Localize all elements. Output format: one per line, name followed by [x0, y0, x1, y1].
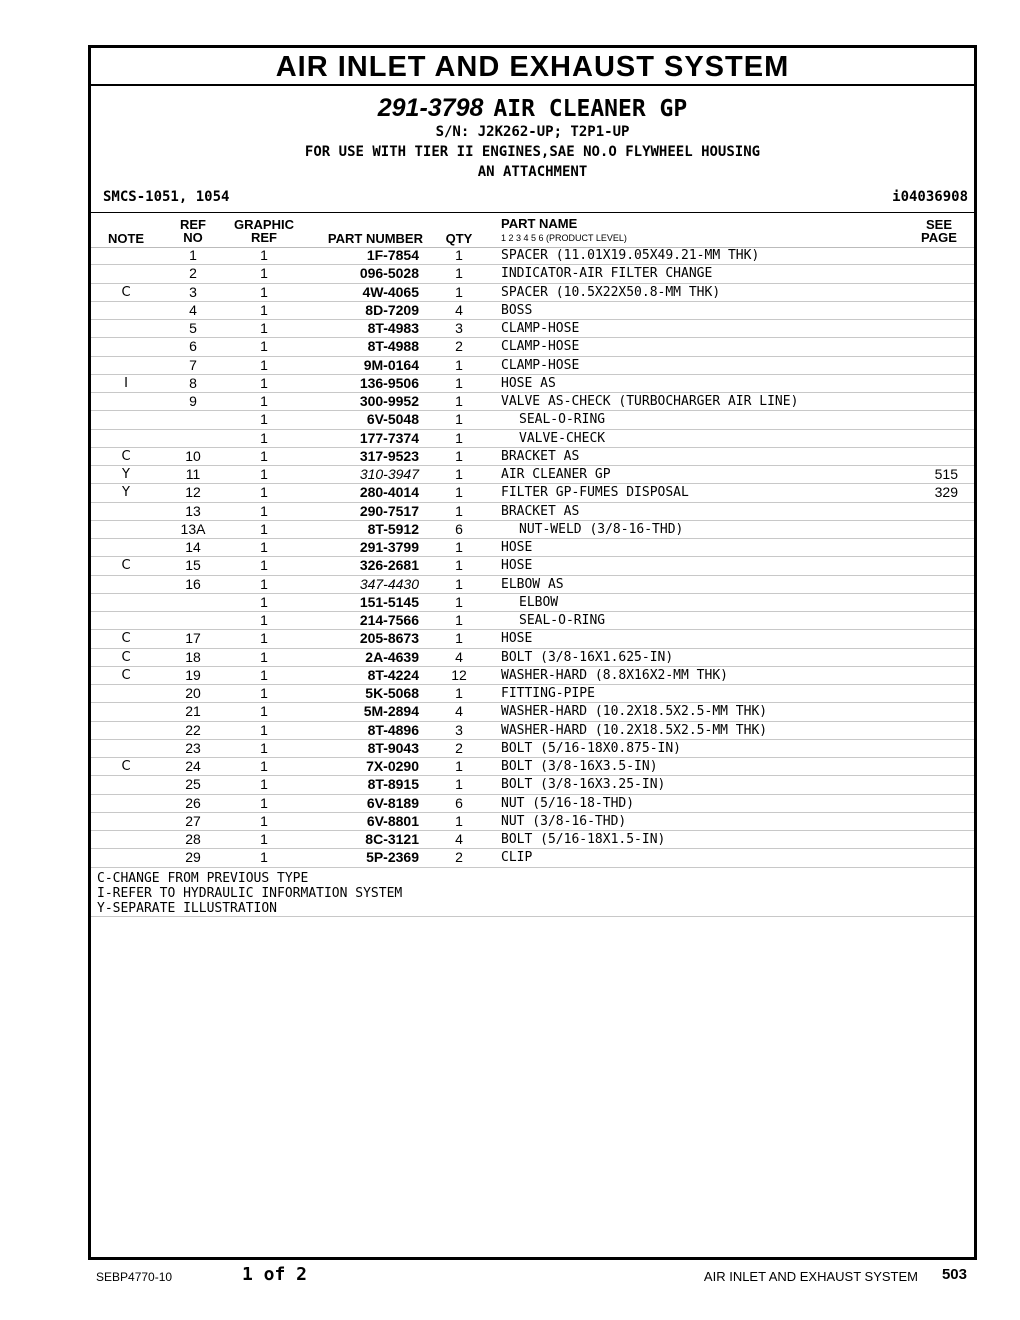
ref-no-cell: 11: [185, 466, 201, 482]
graphic-ref-cell: 1: [260, 575, 268, 592]
qty-cell: 1: [455, 758, 463, 774]
ref-no-cell: 27: [185, 812, 201, 829]
part-name-cell: FILTER GP-FUMES DISPOSAL: [501, 485, 689, 501]
part-name-cell: SPACER (10.5X22X50.8-MM THK): [501, 284, 721, 300]
table-row: [91, 831, 974, 849]
table-row: [91, 430, 974, 448]
graphic-ref-cell: 1: [260, 685, 268, 701]
table-row: [91, 302, 974, 320]
part-number-cell[interactable]: 2A-4639: [365, 648, 419, 665]
qty-cell: 4: [455, 703, 463, 720]
qty-cell: 6: [455, 794, 463, 811]
graphic-ref-cell: 1: [260, 338, 268, 355]
note-cell: C: [121, 667, 131, 683]
qty-cell: 1: [455, 593, 463, 610]
graphic-ref-cell: 1: [260, 466, 268, 482]
note-cell: C: [121, 558, 131, 574]
graphic-ref-cell: 1: [260, 831, 268, 847]
part-name-cell: BOLT (3/8-16X3.5-IN): [501, 759, 658, 774]
part-name-cell: WASHER-HARD (8.8X16X2-MM THK): [501, 667, 728, 683]
part-number-cell[interactable]: 8T-4988: [367, 338, 419, 355]
table-row: [91, 411, 974, 429]
ref-no-cell: 29: [185, 849, 201, 866]
part-number-cell[interactable]: 8T-4896: [367, 721, 419, 738]
see-page-cell[interactable]: 515: [934, 466, 958, 482]
graphic-ref-cell: 1: [260, 721, 268, 738]
note-cell: C: [121, 649, 131, 665]
part-number-cell[interactable]: 317-9523: [359, 447, 419, 464]
part-name-cell: ELBOW AS: [501, 576, 564, 592]
part-name-cell: HOSE: [501, 540, 533, 555]
ref-no-cell: 3: [189, 283, 197, 300]
note-cell: Y: [122, 467, 130, 482]
part-number-cell[interactable]: 5K-5068: [365, 685, 419, 701]
graphic-ref-cell: 1: [260, 739, 268, 756]
part-number-cell[interactable]: 8D-7209: [365, 301, 419, 318]
part-number-cell[interactable]: 290-7517: [359, 502, 419, 519]
table-row: [91, 722, 974, 740]
ref-no-cell: 1: [189, 247, 197, 263]
part-number-cell[interactable]: 347-4430: [359, 575, 419, 592]
group-name: AIR CLEANER GP: [493, 96, 688, 122]
part-number-cell[interactable]: 136-9506: [359, 374, 419, 391]
notes-legend: [97, 871, 402, 916]
graphic-ref-cell: 1: [260, 703, 268, 720]
part-name-cell: NUT-WELD (3/8-16-THD): [519, 521, 684, 537]
graphic-ref-cell: 1: [260, 593, 268, 610]
part-number-cell[interactable]: 8T-4983: [367, 320, 419, 336]
qty-cell: 1: [455, 557, 463, 574]
part-name-cell: WASHER-HARD (10.2X18.5X2.5-MM THK): [501, 704, 768, 720]
table-row: [91, 667, 974, 685]
graphic-ref-cell: 1: [260, 374, 268, 391]
graphic-ref-cell: 1: [260, 630, 268, 647]
table-row: [91, 703, 974, 721]
ref-no-cell: 14: [185, 539, 201, 555]
graphic-ref-cell: 1: [260, 539, 268, 555]
part-number-cell[interactable]: 7X-0290: [366, 758, 419, 774]
usage-line-1: FOR USE WITH TIER II ENGINES,SAE NO.O FLYWHEEL HOUSING: [304, 144, 761, 160]
part-name-cell: VALVE-CHECK: [519, 430, 606, 446]
notes-divider: [91, 916, 974, 917]
ref-no-cell: 8: [189, 374, 197, 391]
part-number-cell[interactable]: 8T-4224: [367, 666, 419, 683]
part-name-cell: BOLT (5/16-18X0.875-IN): [501, 740, 682, 756]
qty-cell: 1: [455, 374, 463, 391]
table-row: [91, 594, 974, 612]
col-graphic-ref: [226, 218, 302, 244]
ref-no-cell: 15: [185, 557, 201, 574]
qty-cell: 1: [455, 630, 463, 647]
ref-no-cell: 16: [185, 575, 201, 592]
col-graphic-bottom: REF: [251, 230, 277, 245]
table-row: [91, 685, 974, 703]
table-row: [91, 375, 974, 393]
note-cell: C: [121, 284, 131, 300]
part-name-cell: NUT (3/8-16-THD): [501, 813, 627, 829]
table-row: [91, 557, 974, 575]
col-note: NOTE: [107, 231, 145, 246]
qty-cell: 1: [455, 484, 463, 501]
part-name-cell: WASHER-HARD (10.2X18.5X2.5-MM THK): [501, 722, 768, 738]
part-number-cell[interactable]: 4W-4065: [362, 283, 419, 300]
col-ref-top: REF: [180, 217, 206, 232]
ref-no-cell: 9: [189, 393, 197, 409]
part-number-cell[interactable]: 9M-0164: [363, 356, 419, 373]
table-row: [91, 320, 974, 338]
col-qty: QTY: [445, 231, 473, 246]
note-cell: Y: [122, 485, 130, 501]
qty-cell: 1: [455, 539, 463, 555]
graphic-ref-cell: 1: [260, 849, 268, 866]
col-part-number: PART NUMBER: [327, 231, 423, 246]
table-row: [91, 776, 974, 794]
serial-numbers: S/N: J2K262-UP; T2P1-UP: [435, 124, 630, 140]
part-name-cell: BRACKET AS: [501, 448, 580, 464]
part-name-cell: NUT (5/16-18-THD): [501, 795, 635, 811]
part-number-cell[interactable]: 214-7566: [359, 612, 419, 628]
note-i: I-REFER TO HYDRAULIC INFORMATION SYSTEM: [97, 886, 403, 901]
col-part-name: PART NAME: [501, 216, 578, 231]
smcs-codes: SMCS-1051, 1054: [103, 189, 230, 205]
see-page-cell[interactable]: 329: [934, 484, 958, 501]
parts-table: [91, 247, 974, 868]
qty-cell: 1: [455, 356, 463, 373]
part-number-cell[interactable]: 8C-3121: [365, 831, 419, 847]
footer-page-of: 1 of 2: [242, 1264, 308, 1285]
note-cell: C: [121, 631, 131, 647]
qty-cell: 12: [451, 666, 467, 683]
table-row: [91, 649, 974, 667]
part-name-cell: BOLT (3/8-16X1.625-IN): [501, 649, 674, 665]
table-row: [91, 265, 974, 283]
qty-cell: 1: [455, 247, 463, 263]
part-name-cell: HOSE AS: [501, 375, 556, 391]
part-number-cell[interactable]: 326-2681: [359, 557, 419, 574]
table-row: [91, 849, 974, 867]
qty-cell: 1: [455, 466, 463, 482]
part-name-cell: INDICATOR-AIR FILTER CHANGE: [501, 266, 713, 282]
qty-cell: 4: [455, 301, 463, 318]
graphic-ref-cell: 1: [260, 429, 268, 446]
qty-cell: 3: [455, 320, 463, 336]
qty-cell: 2: [455, 739, 463, 756]
table-row: [91, 813, 974, 831]
table-row: [91, 284, 974, 302]
ref-no-cell: 13: [185, 502, 201, 519]
graphic-ref-cell: 1: [260, 520, 268, 537]
ref-no-cell: 28: [185, 831, 201, 847]
col-see-page: [911, 218, 967, 244]
table-row: [91, 576, 974, 594]
ref-no-cell: 26: [185, 794, 201, 811]
ref-no-cell: 24: [185, 758, 201, 774]
part-name-cell: HOSE: [501, 558, 533, 574]
qty-cell: 1: [455, 429, 463, 446]
graphic-ref-cell: 1: [260, 794, 268, 811]
graphic-ref-cell: 1: [260, 502, 268, 519]
footer-system-name: AIR INLET AND EXHAUST SYSTEM: [703, 1269, 918, 1284]
graphic-ref-cell: 1: [260, 265, 268, 282]
part-name-cell: ELBOW: [519, 594, 559, 610]
graphic-ref-cell: 1: [260, 393, 268, 409]
part-number-cell[interactable]: 300-9952: [359, 393, 419, 409]
part-number-cell[interactable]: 280-4014: [359, 484, 419, 501]
table-row: [91, 393, 974, 411]
part-number-cell[interactable]: 310-3947: [359, 466, 419, 482]
qty-cell: 2: [455, 849, 463, 866]
graphic-ref-cell: 1: [260, 776, 268, 793]
note-cell: C: [121, 759, 131, 774]
graphic-ref-cell: 1: [260, 356, 268, 373]
note-y: Y-SEPARATE ILLUSTRATION: [97, 901, 278, 916]
table-row: [91, 448, 974, 466]
part-name-cell: BOLT (3/8-16X3.25-IN): [501, 777, 666, 793]
part-name-cell: VALVE AS-CHECK (TURBOCHARGER AIR LINE): [501, 394, 799, 409]
part-number-cell[interactable]: 5M-2894: [363, 703, 419, 720]
qty-cell: 1: [455, 575, 463, 592]
ref-no-cell: 22: [185, 721, 201, 738]
table-row: [91, 612, 974, 630]
part-name-cell: SEAL-O-RING: [519, 613, 606, 628]
table-row: [91, 758, 974, 776]
graphic-ref-cell: 1: [260, 484, 268, 501]
parts-list-frame: [88, 45, 977, 1260]
illustration-id: i04036908: [892, 189, 968, 205]
ref-no-cell: 5: [189, 320, 197, 336]
note-cell: C: [121, 448, 131, 464]
ref-no-cell: 4: [189, 301, 197, 318]
graphic-ref-cell: 1: [260, 557, 268, 574]
ref-no-cell: 2: [189, 265, 197, 282]
ref-no-cell: 18: [185, 648, 201, 665]
part-name-cell: FITTING-PIPE: [501, 686, 595, 701]
part-number-cell[interactable]: 1F-7854: [366, 247, 419, 263]
ref-no-cell: 13A: [180, 520, 206, 537]
system-title: AIR INLET AND EXHAUST SYSTEM: [91, 48, 974, 86]
header-divider: [91, 212, 974, 213]
graphic-ref-cell: 1: [260, 758, 268, 774]
qty-cell: 1: [455, 265, 463, 282]
table-row: [91, 740, 974, 758]
graphic-ref-cell: 1: [260, 648, 268, 665]
part-number-cell[interactable]: 8T-9043: [367, 739, 419, 756]
qty-cell: 1: [455, 502, 463, 519]
table-row: [91, 466, 974, 484]
product-levels: 1 2 3 4 5 6 (PRODUCT LEVEL): [501, 233, 627, 243]
part-number-cell[interactable]: 205-8673: [359, 630, 419, 647]
ref-no-cell: 17: [185, 630, 201, 647]
qty-cell: 2: [455, 338, 463, 355]
qty-cell: 1: [455, 612, 463, 628]
ref-no-cell: 7: [189, 356, 197, 373]
footer-page-number: 503: [941, 1266, 967, 1283]
qty-cell: 1: [455, 685, 463, 701]
qty-cell: 1: [455, 411, 463, 428]
col-ref: [165, 218, 221, 244]
part-name-cell: AIR CLEANER GP: [501, 467, 611, 482]
ref-no-cell: 12: [185, 484, 201, 501]
graphic-ref-cell: 1: [260, 320, 268, 336]
part-number-cell[interactable]: 5P-2369: [366, 849, 419, 866]
part-name-cell: CLIP: [501, 850, 533, 866]
part-name-cell: BOLT (5/16-18X1.5-IN): [501, 832, 666, 847]
table-row: [91, 539, 974, 557]
col-graphic-top: GRAPHIC: [234, 217, 294, 232]
table-row: [91, 357, 974, 375]
col-ref-bottom: NO: [183, 230, 203, 245]
table-row: [91, 484, 974, 502]
part-name-cell: BRACKET AS: [501, 503, 580, 519]
part-name-cell: CLAMP-HOSE: [501, 357, 580, 373]
note-c: C-CHANGE FROM PREVIOUS TYPE: [97, 871, 309, 886]
part-number-cell[interactable]: 151-5145: [359, 593, 419, 610]
table-row: [91, 795, 974, 813]
graphic-ref-cell: 1: [260, 247, 268, 263]
ref-no-cell: 25: [185, 776, 201, 793]
qty-cell: 1: [455, 812, 463, 829]
graphic-ref-cell: 1: [260, 301, 268, 318]
part-number-cell[interactable]: 8T-5912: [367, 520, 419, 537]
table-row: [91, 338, 974, 356]
qty-cell: 3: [455, 721, 463, 738]
table-row: [91, 630, 974, 648]
graphic-ref-cell: 1: [260, 411, 268, 428]
qty-cell: 4: [455, 648, 463, 665]
part-number-cell[interactable]: 8T-8915: [367, 776, 419, 793]
col-see-bottom: PAGE: [921, 230, 957, 245]
part-number-cell[interactable]: 6V-5048: [366, 411, 419, 428]
qty-cell: 1: [455, 283, 463, 300]
usage-line-2: AN ATTACHMENT: [477, 164, 588, 180]
part-name-cell: CLAMP-HOSE: [501, 321, 580, 336]
qty-cell: 1: [455, 776, 463, 793]
ref-no-cell: 20: [185, 685, 201, 701]
part-name-cell: CLAMP-HOSE: [501, 339, 580, 355]
graphic-ref-cell: 1: [260, 666, 268, 683]
graphic-ref-cell: 1: [260, 447, 268, 464]
ref-no-cell: 10: [185, 447, 201, 464]
qty-cell: 1: [455, 393, 463, 409]
part-number-cell[interactable]: 6V-8801: [366, 812, 419, 829]
part-number-cell[interactable]: 177-7374: [359, 429, 419, 446]
part-name-cell: BOSS: [501, 302, 533, 318]
group-part-number[interactable]: 291-3798: [377, 94, 484, 122]
part-name-cell: HOSE: [501, 631, 533, 647]
part-name-cell: SEAL-O-RING: [519, 412, 606, 428]
note-cell: I: [124, 375, 128, 391]
qty-cell: 1: [455, 447, 463, 464]
ref-no-cell: 6: [189, 338, 197, 355]
graphic-ref-cell: 1: [260, 812, 268, 829]
ref-no-cell: 21: [185, 703, 201, 720]
col-see-top: SEE: [925, 217, 952, 232]
part-number-cell[interactable]: 291-3799: [359, 539, 419, 555]
table-row: [91, 247, 974, 265]
footer-doc-number: SEBP4770-10: [96, 1270, 173, 1284]
ref-no-cell: 19: [185, 666, 201, 683]
part-number-cell[interactable]: 096-5028: [359, 265, 419, 282]
qty-cell: 6: [455, 520, 463, 537]
group-title: [91, 94, 974, 123]
graphic-ref-cell: 1: [260, 612, 268, 628]
part-name-cell: SPACER (11.01X19.05X49.21-MM THK): [501, 248, 760, 263]
ref-no-cell: 23: [185, 739, 201, 756]
table-row: [91, 503, 974, 521]
part-number-cell[interactable]: 6V-8189: [366, 794, 419, 811]
table-row: [91, 521, 974, 539]
graphic-ref-cell: 1: [260, 283, 268, 300]
qty-cell: 4: [455, 831, 463, 847]
